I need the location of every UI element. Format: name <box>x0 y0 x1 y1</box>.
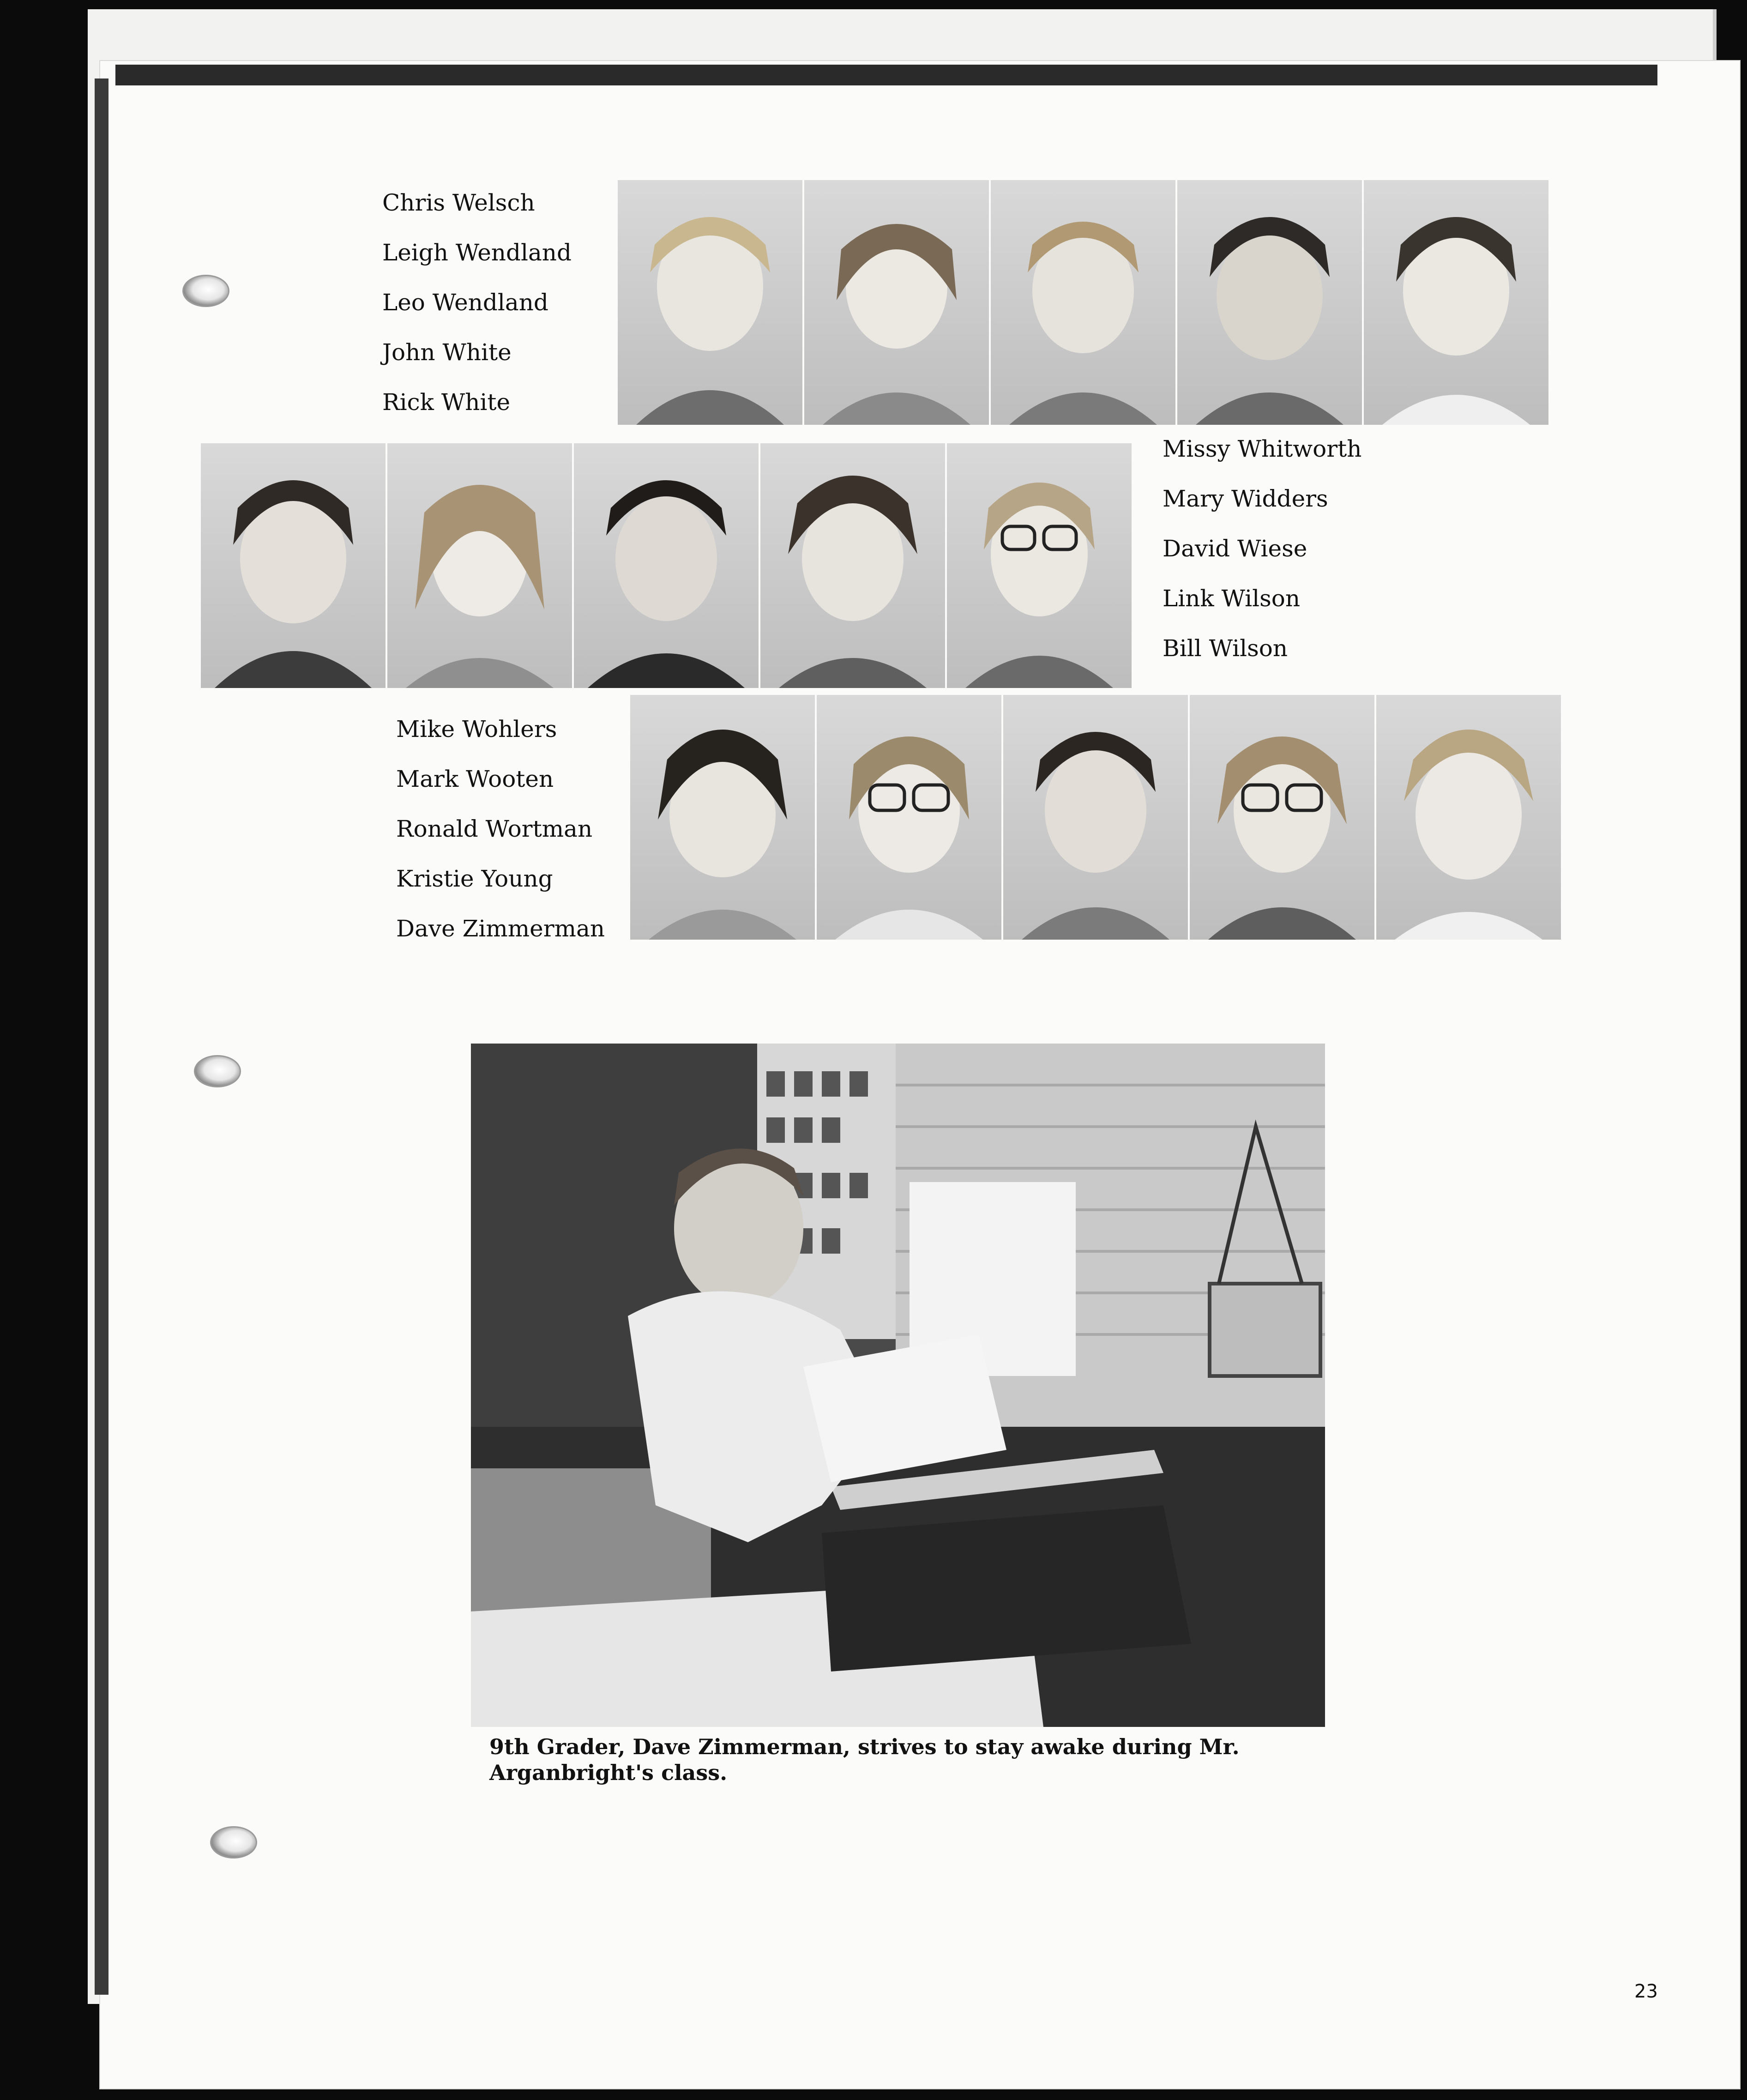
row1-portraits <box>618 180 1550 425</box>
student-name: Kristie Young <box>396 865 553 892</box>
student-portrait <box>1364 180 1548 425</box>
student-portrait <box>1177 180 1362 425</box>
student-portrait <box>630 695 815 940</box>
student-name: Bill Wilson <box>1163 635 1288 662</box>
page-number: 23 <box>1634 1981 1658 2002</box>
photo-caption: 9th Grader, Dave Zimmerman, strives to stay awake during Mr. Arganbright's class. <box>489 1734 1240 1785</box>
binder-hole <box>182 275 229 307</box>
student-portrait <box>1376 695 1561 940</box>
student-portrait <box>947 443 1132 688</box>
student-portrait <box>1003 695 1188 940</box>
row2-portraits <box>201 443 1133 688</box>
row3-name-list <box>396 704 605 953</box>
classroom-photo <box>471 1044 1325 1727</box>
student-portrait <box>804 180 989 425</box>
student-portrait <box>991 180 1175 425</box>
student-portrait <box>387 443 572 688</box>
student-name: Mary Widders <box>1163 485 1328 512</box>
student-name: John White <box>382 339 512 366</box>
student-name: Link Wilson <box>1163 585 1301 612</box>
student-name: Ronald Wortman <box>396 815 593 842</box>
scan-edge-band <box>115 65 1657 85</box>
student-name: Rick White <box>382 389 511 416</box>
student-name: Mark Wooten <box>396 766 554 792</box>
student-name: Leo Wendland <box>382 289 548 316</box>
student-portrait <box>618 180 802 425</box>
student-name: Chris Welsch <box>382 189 535 216</box>
row3-portraits <box>630 695 1563 940</box>
binder-edge <box>95 78 108 1995</box>
student-name: Missy Whitworth <box>1163 435 1362 462</box>
student-portrait <box>574 443 759 688</box>
student-name: David Wiese <box>1163 535 1307 562</box>
student-portrait <box>201 443 386 688</box>
student-portrait <box>1190 695 1374 940</box>
student-name: Dave Zimmerman <box>396 915 605 942</box>
student-portrait <box>817 695 1001 940</box>
student-portrait <box>760 443 945 688</box>
binder-hole <box>194 1055 241 1087</box>
student-name: Mike Wohlers <box>396 716 557 742</box>
row2-name-list <box>1163 424 1361 673</box>
binder-hole <box>210 1826 257 1859</box>
student-name: Leigh Wendland <box>382 239 572 266</box>
row1-name-list <box>382 178 572 427</box>
